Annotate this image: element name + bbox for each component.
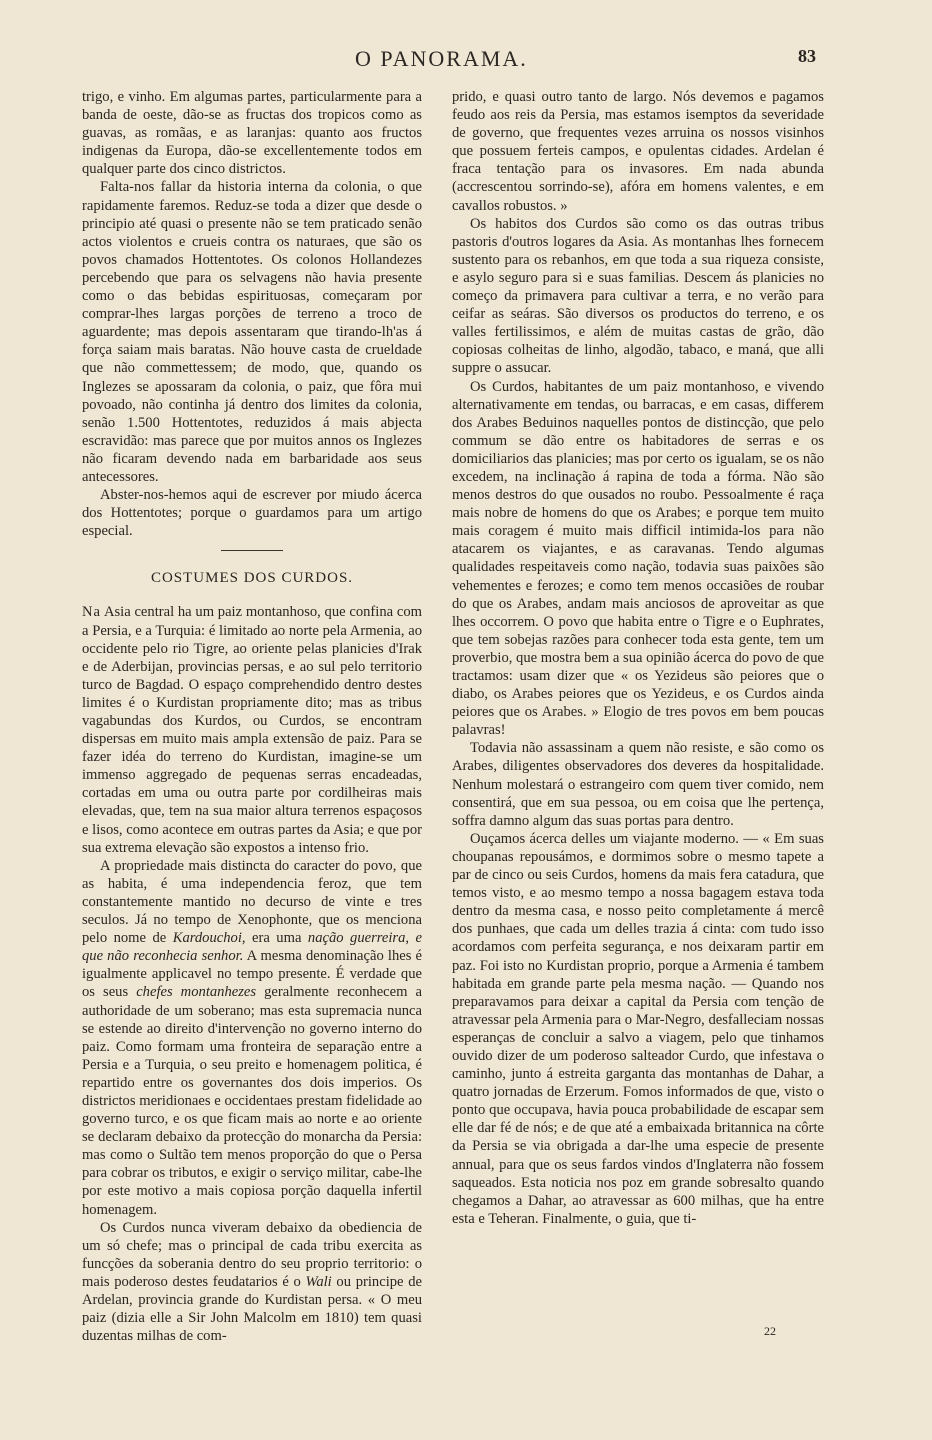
section-divider (221, 550, 283, 551)
paragraph-text: Asia central ha um paiz montanhoso, que confina com a Persia, e a Turquia: é limitado ao norte pela Armenia, ao occidente pelo rio Tigre, ao oriente pelas planicies d'Irak e de Aderbijan, provincias persas, e ao sul pelo territorio turco de Bagdad. O espaço comprehendido dentro destes limites é o Kurdistan propriamente dito; mas as tribus vagabundas dos Kurdos, ou Curdos, se encontram dispersas em muito mais ampla extensão de paiz. Para se fazer idéa do terreno do Kurdistan, imagine-se um immenso aggregado de pequenas serras encadeadas, cortadas em uma ou outra parte por cordilheiras mais elevadas, que, tem na sua maior altura terrenos espaçosos e lisos, como acontece em outras partes da Asia; e que por sua extrema elevação são expostos a intenso frio. (82, 604, 422, 856)
right-column (452, 88, 824, 1228)
running-title: O PANORAMA. (355, 46, 528, 71)
italic-quote: nação guerreira, e que não reconhecia senhor. (82, 930, 422, 965)
paragraph-text: , era uma (241, 930, 308, 947)
paragraph: prido, e quasi outro tanto de largo. Nós devemos e pagamos feudo aos reis da Persia, mas estamos isemptos da severidade de governo, que frequentes vezes arruina os nossos visinhos que possuem ferteis campos, e opulentas cidades. Ardelan é fraca tentação para os invasores. Em nada abunda (accrescentou sorrindo-se), afóra em homens valentes, e em cavallos robustos. » (452, 89, 824, 214)
paragraph: Os Curdos, habitantes de um paiz montanhoso, e vivendo alternativamente em tendas, ou barracas, e em casas, differem dos Arabes Beduinos naquelles pontos de distincção, que pelo commum se dão entre os habitadores de serras e os domiciliarios das planicies; mas por certo os igualam, se os não excedem, na inclinação á rapina de toda a fórma. Não são menos destros do que ousados no roubo. Pessoalmente é raça mais nobre de homens do que os Arabes; e porque tem muito mais coragem é muito mais difficil intimida-los para não atacarem os viajantes, e as caravanas. Tendo algumas qualidades respeitaveis como nação, todavia suas paixões são vehementes e ferozes; e como tem menos occasiões de roubar do que os Arabes, andam mais anciosos de aproveitar as que lhes occorrem. O povo que habita entre o Tigre e o Euphrates, que tem sobejas razões para conhecer toda esta gente, tem um proverbio, que mostra bem a sua opinião ácerca do povo de que tractamos: usam dizer que « os Yezideus são peiores que o diabo, os Arabes peiores que os Yezideus, e os Curdos ainda peiores que os Arabes. » Elogio de tres povos em bem poucas palavras! (452, 378, 825, 739)
paragraph (82, 857, 422, 1219)
paragraph: Todavia não assassinam a quem não resiste, e são como os Arabes, diligentes observadores dos deveres da hospitalidade. Nenhum molestará o estrangeiro com quem tiver comido, nem consentirá, que em sua pessoa, ou em coisa que lhe pertença, soffra damno algum das suas portas para dentro. (452, 740, 824, 829)
paragraph (82, 1219, 422, 1346)
section-title: COSTUMES DOS CURDOS. (150, 570, 354, 587)
page-header (0, 46, 932, 76)
paragraph-text: geralmente reconhecem a authoridade de um soberano; mas esta supremacia nunca se estende ao direito d'intervenção no governo interno do paiz. Como formam uma fronteira de separação entre a Persia e a Turquia, o seu preito e homenagem politica, é repartido entre os governantes dos dois imperios. Os districtos meridionaes e occidentaes prestam fidelidade ao governo turco, e os que ficam mais ao norte e ao oriente se declaram debaixo da protecção do monarcha da Persia: mas como o Sultão tem menos proporção do que o Persa para cobrar os tributos, e exigir o serviço militar, cabe-lhe por este motivo a mais copiosa porção daquella infertil homenagem. (82, 984, 422, 1218)
paragraph-text: ou principe de Ardelan, provincia grande do Kurdistan persa. « O meu paiz (dizia elle a Sir John Malcolm em 1810) tem quasi duzentas milhas de com- (82, 1273, 422, 1345)
paragraph-text: A mesma denominação lhes é igualmente applicavel no tempo presente. É verdade que os seus (82, 948, 422, 1001)
paragraph: Os habitos dos Curdos são como os das outras tribus pastoris d'outros logares da Asia. As montanhas lhes fornecem sustento para os rebanhos, em que toda a sua riqueza consiste, e asylo seguro para si e suas familias. Descem ás planicies no começo da primavera para cultivar a terra, e no verão para ceifar as seáras. São diversos os productos do terreno, e os valles fertilissimos, e além de muitas castas de grão, dão copiosas colheitas de linho, algodão, tabaco, e maná, que alli suppre o assucar. (452, 215, 824, 377)
italic-term: Kardouchoi (172, 930, 242, 947)
paragraph: trigo, e vinho. Em algumas partes, particularmente para a banda de oeste, dão-se as fructas dos tropicos como as guavas, as romãas, e as laranjas: quanto aos fructos indigenas da Europa, dão-se excellentemente todos em qualquer parte dos cinco districtos. (82, 89, 422, 178)
italic-term: Wali (305, 1273, 332, 1290)
italic-term: chefes montanhezes (136, 984, 257, 1001)
left-column (82, 88, 422, 1345)
initial-word: Na (82, 604, 102, 621)
paragraph: Abster-nos-hemos aqui de escrever por miudo ácerca dos Hottentotes; porque o guardamos para um artigo especial. (82, 487, 422, 540)
page-number: 83 (798, 46, 816, 66)
paragraph: Falta-nos fallar da historia interna da colonia, o que rapidamente faremos. Reduz-se toda a dizer que desde o principio até quasi o presente não se tem praticado senão actos violentos e crueis contra os naturaes, que são os povos chamados Hottentotes. Os colonos Hollandezes percebendo que para os selvagens não havia presente como o das bebidas espirituosas, começaram por comprar-lhes largas porções de terreno a troco de aguardente; mas depois assentaram que tirando-lh'as á força saiam mais baratas. Não houve casta de crueldade que não commettessem; de modo, que, quando os Inglezes se apossaram da colonia, o paiz, que fôra mui povoado, não continha já dentro dos limites da colonia, senão 1.500 Hottentotes, reduzidos á mais abjecta escravidão: mas parece que por muitos annos os Inglezes não ficaram devendo nada em barbaridade aos seus antecessores. (82, 179, 422, 485)
paragraph-text: Os Curdos nunca viveram debaixo da obediencia de um só chefe; mas o principal de cada tribu exercita as funcções da soberania dentro do seu proprio territorio: o mais poderoso destes feudatarios é o (82, 1219, 422, 1290)
paragraph: Ouçamos ácerca delles um viajante moderno. — « Em suas choupanas repousámos, e dormimos sobre o mesmo tapete a par de cinco ou seis Curdos, homens da mais fera catadura, que temos visto, e ao mesmo tempo a nossa bagagem estava toda dentro da mesma casa, e nosso peito completamente á mercê dos punhaes, que cada um delles trazia á cinta: com tudo isso acordamos com perfeita segurança, e nos deixaram partir em paz. Foi isto no Kurdistan proprio, porque a Armenia é tambem habitada em grande parte pela mesma nação. — Quando nos preparavamos para deixar a capital da Persia com tenção de atravessar pela Armenia para o Mar-Negro, desfalleciam nossas esperanças de concluir a salvo a viagem, pelo que tinhamos ouvido dizer de um poderoso salteador Curdo, que infestava o caminho, junto á estreita garganta das montanhas de Dahar, a quatro jornadas de Erzerum. Fomos informados de que, visto o ponto que occupava, havia pouca probabilidade de escapar sem elle dar fé de nós; e de que até a embaixada britannica na côrte da Persia se via obrigada a dar-lhe uma especie de presente annual, para que os seus fardos vindos d'Inglaterra não fossem saqueados. Esta noticia nos poz em grande sobresalto quando chegamos a Dahar, ao atravessar as 600 milhas, que ha entre esta e Teheran. Finalmente, o guia, que ti- (452, 830, 824, 1227)
paragraph-text: A propriedade mais distincta do caracter do povo, que as habita, é uma independencia feroz, que tem constantemente mantido no decurso de vinte e tres seculos. Já no tempo de Xenophonte, que os menciona pelo nome de (82, 857, 422, 947)
paragraph (82, 603, 422, 856)
signature-mark: 22 (764, 1324, 776, 1338)
